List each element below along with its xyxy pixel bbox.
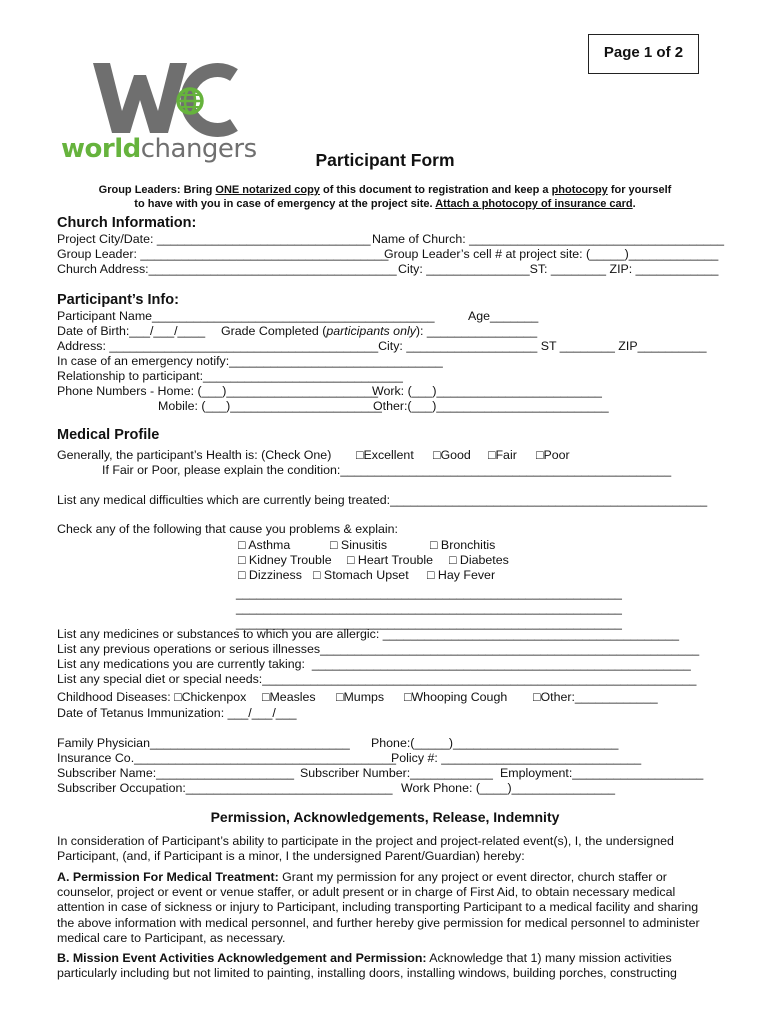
whooping-checkbox[interactable]: □Whooping Cough (404, 690, 508, 704)
other-phone-field[interactable]: Other:(___)_________________________ (373, 399, 609, 413)
measles-checkbox[interactable]: □Measles (262, 690, 316, 704)
participant-name-field[interactable]: Participant Name_________________________________________ (57, 309, 435, 323)
heart-checkbox[interactable]: □ Heart Trouble (347, 553, 433, 567)
hayfever-checkbox[interactable]: □ Hay Fever (427, 568, 496, 582)
grade-field[interactable]: Grade Completed (participants only): ________________ (221, 324, 538, 338)
health-fair-checkbox[interactable]: □Fair (488, 448, 517, 462)
diet-field[interactable]: List any special diet or special needs:_______________________________________________________________ (57, 672, 697, 686)
permission-medical-paragraph: A. Permission For Medical Treatment: Grant my permission for any project or event director, church staffer or counselor, project or event or venue staffer, or adult present or in charge of First Aid, to obtain necessary medical attention in case of sickness or injury to Participant, including transporting Participant to a medical facility and sharing the above information with medical personnel, and further hereby give permission for medical personnel to administer medical care to Participant, as necessary. (57, 870, 700, 945)
stomach-checkbox[interactable]: □ Stomach Upset (313, 568, 409, 582)
medical-heading: Medical Profile (57, 427, 160, 443)
group-leader-field[interactable]: Group Leader: ____________________________________ (57, 247, 389, 261)
health-explain-field[interactable]: If Fair or Poor, please explain the condition:________________________________________________ (102, 463, 672, 477)
asthma-checkbox[interactable]: □ Asthma (238, 538, 291, 552)
relationship-field[interactable]: Relationship to participant:_____________________________ (57, 369, 403, 383)
church-city-field[interactable]: City: _______________ST: ________ ZIP: ____________ (398, 262, 719, 276)
age-field[interactable]: Age_______ (468, 309, 539, 323)
diabetes-checkbox[interactable]: □ Diabetes (449, 553, 509, 567)
physician-phone-field[interactable]: Phone:(_____)________________________ (371, 736, 619, 750)
church-address-field[interactable]: Church Address:____________________________________ (57, 262, 397, 276)
subscriber-number-field[interactable]: Subscriber Number:____________ (300, 766, 493, 780)
mission-activities-paragraph: B. Mission Event Activities Acknowledgement and Permission: Acknowledge that 1) many mission activities particularly including but not limited to painting, installing doors, installing windows, building porches, constructing (57, 951, 677, 981)
health-excellent-checkbox[interactable]: □Excellent (356, 448, 414, 462)
childhood-chickenpox-checkbox[interactable]: Childhood Diseases: □Chickenpox (57, 690, 247, 704)
operations-field[interactable]: List any previous operations or serious illnesses_______________________________________________________ (57, 642, 700, 656)
explain-line-3[interactable]: ________________________________________________________ (236, 616, 622, 630)
dizziness-checkbox[interactable]: □ Dizziness (238, 568, 302, 582)
project-city-field[interactable]: Project City/Date: _______________________________ (57, 232, 371, 246)
health-good-checkbox[interactable]: □Good (433, 448, 471, 462)
home-phone-field[interactable]: Phone Numbers - Home: (___)______________________ (57, 384, 379, 398)
address-field[interactable]: Address: _______________________________________City: ___________________ ST ________ ZIP__________ (57, 339, 707, 353)
form-title: Participant Form (315, 150, 455, 170)
employment-field[interactable]: Employment:___________________ (500, 766, 704, 780)
work-phone-field[interactable]: Work: (___)________________________ (372, 384, 602, 398)
mumps-checkbox[interactable]: □Mumps (336, 690, 385, 704)
kidney-checkbox[interactable]: □ Kidney Trouble (238, 553, 332, 567)
difficulties-field[interactable]: List any medical difficulties which are currently being treated:______________________________________________ (57, 493, 708, 507)
dob-field[interactable]: Date of Birth:___/___/____ (57, 324, 206, 338)
consideration-paragraph: In consideration of Participant’s ability to participate in the project and project-related event(s), I, the undersigned Participant, (and, if Participant is a minor, I the undersigned Parent/Guardian) hereby: (57, 834, 674, 864)
allergic-field[interactable]: List any medicines or substances to which you are allergic: ___________________________________________ (57, 627, 680, 641)
subscriber-name-field[interactable]: Subscriber Name:____________________ (57, 766, 294, 780)
participant-heading: Participant’s Info: (57, 292, 179, 308)
check-any-label: Check any of the following that cause you problems & explain: (57, 522, 398, 536)
health-poor-checkbox[interactable]: □Poor (536, 448, 570, 462)
physician-field[interactable]: Family Physician_____________________________ (57, 736, 350, 750)
other-disease-checkbox[interactable]: □Other:____________ (533, 690, 658, 704)
page-number-box: Page 1 of 2 (588, 34, 699, 74)
leader-cell-field[interactable]: Group Leader’s cell # at project site: (_____)_____________ (384, 247, 719, 261)
explain-line-1[interactable]: ________________________________________________________ (236, 586, 622, 600)
sinusitis-checkbox[interactable]: □ Sinusitis (330, 538, 388, 552)
work-phone-sub-field[interactable]: Work Phone: (____)_______________ (401, 781, 616, 795)
intro-line-1: Group Leaders: Bring ONE notarized copy of this document to registration and keep a photocopy for yourself (98, 184, 672, 196)
church-name-field[interactable]: Name of Church: _____________________________________ (372, 232, 725, 246)
tetanus-field[interactable]: Date of Tetanus Immunization: ___/___/___ (57, 706, 297, 720)
policy-field[interactable]: Policy #: _____________________________ (391, 751, 642, 765)
explain-line-2[interactable]: ________________________________________________________ (236, 601, 622, 615)
occupation-field[interactable]: Subscriber Occupation:______________________________ (57, 781, 393, 795)
logo-wordmark: worldchangers (61, 134, 257, 164)
insurance-co-field[interactable]: Insurance Co.______________________________________ (57, 751, 397, 765)
mobile-phone-field[interactable]: Mobile: (___)______________________ (158, 399, 382, 413)
permission-heading: Permission, Acknowledgements, Release, Indemnity (210, 809, 560, 825)
medications-field[interactable]: List any medications you are currently taking: _______________________________________________________ (57, 657, 691, 671)
intro-line-2: to have with you in case of emergency at the project site. Attach a photocopy of insurance card. (134, 198, 636, 210)
church-heading: Church Information: (57, 215, 197, 231)
bronchitis-checkbox[interactable]: □ Bronchitis (430, 538, 496, 552)
health-question: Generally, the participant’s Health is: (Check One) (57, 448, 332, 462)
emergency-field[interactable]: In case of an emergency notify:_______________________________ (57, 354, 443, 368)
